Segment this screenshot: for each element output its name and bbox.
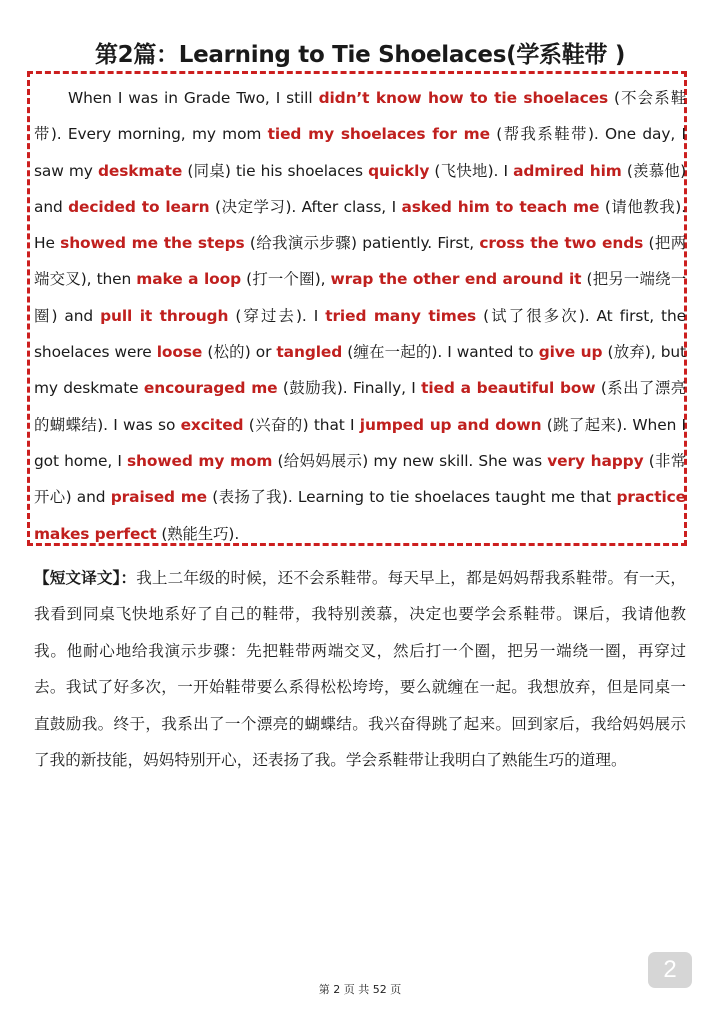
passage-text: (帮我系鞋带). One day, I saw my <box>34 125 686 180</box>
passage-text: (表扬了我). Learning to tie shoelaces taught me that <box>207 488 617 507</box>
key-phrase: tied my shoelaces for me <box>267 125 490 144</box>
key-phrase: give up <box>538 343 603 362</box>
translation-label: 【短文译文】： <box>34 569 137 587</box>
passage-text: (决定学习). After class, I <box>209 197 402 216</box>
key-phrase: jumped up and down <box>359 415 542 434</box>
key-phrase: very happy <box>547 451 644 470</box>
passage-text: (系出了漂亮的蝴蝶结). I was so <box>34 379 686 434</box>
passage-text: (兴奋的) that I <box>243 415 360 434</box>
passage-text: (不会系鞋带). Every morning, my mom <box>34 89 687 144</box>
key-phrase: decided to learn <box>68 197 210 216</box>
passage-text: (穿过去). I <box>228 306 326 325</box>
key-phrase: asked him to teach me <box>401 197 600 216</box>
key-phrase: make a loop <box>136 270 242 289</box>
page-title: 第2篇：Learning to Tie Shoelaces(学系鞋带 ) <box>94 42 626 68</box>
passage-text: (给妈妈展示) my new skill. She was <box>272 451 548 470</box>
reading-passage <box>34 80 686 552</box>
passage-text: (鼓励我). Finally, I <box>277 379 422 398</box>
key-phrase: tangled <box>276 343 343 362</box>
passage-text: When I was in Grade Two, I still <box>68 89 319 107</box>
key-phrase: tied a beautiful bow <box>421 379 596 398</box>
passage-text: (把两端交叉), then <box>34 234 687 289</box>
passage-text: (缠在一起的). I wanted to <box>342 343 539 362</box>
passage-text: (羡慕他) and <box>34 161 686 216</box>
key-phrase: wrap the other end around it <box>330 270 582 289</box>
page-footer: 第 2 页 共 52 页 <box>318 983 402 996</box>
key-phrase: quickly <box>368 161 430 180</box>
passage-text: (打一个圈), <box>241 270 331 289</box>
key-phrase: didn’t know how to tie shoelaces <box>318 89 609 107</box>
passage-text: (给我演示步骤) patiently. First, <box>244 234 480 253</box>
passage-text: (同桌) tie his shoelaces <box>182 161 369 180</box>
passage-text: (把另一端绕一圈) and <box>34 270 687 325</box>
key-phrase: tried many times <box>325 306 477 325</box>
key-phrase: praised me <box>110 488 207 507</box>
key-phrase: loose <box>156 343 203 362</box>
key-phrase: admired him <box>513 161 622 180</box>
key-phrase: excited <box>180 415 244 434</box>
passage-text: (试了很多次). At first, the shoelaces were <box>34 306 686 362</box>
passage-text: (松的) or <box>202 343 277 362</box>
passage-text: (请他教我). He <box>34 197 687 253</box>
key-phrase: encouraged me <box>143 379 278 398</box>
key-phrase: practice makes perfect <box>34 488 686 543</box>
passage-text: (跳了起来). When I got home, I <box>34 415 686 470</box>
passage-text: (飞快地). I <box>429 161 514 180</box>
translation-section <box>34 560 686 778</box>
passage-text: (放弃), but my deskmate <box>34 343 686 398</box>
key-phrase: showed my mom <box>126 451 273 470</box>
passage-text: (熟能生巧). <box>156 524 240 543</box>
translation-text: 我上二年级的时候，还不会系鞋带。每天早上，都是妈妈帮我系鞋带。有一天，我看到同桌飞快地系好了自己的鞋带，我特别羡慕，决定也要学会系鞋带。课后，我请他教我。他耐心地给我演示步骤：先把鞋带两端交叉，然后打一个圈，把另一端绕一圈，再穿过去。我试了好多次，一开始鞋带要么系得松松垮垮，要么就缠在一起。我想放弃，但是同桌一直鼓励我。终于，我系出了一个漂亮的蝴蝶结。我兴奋得跳了起来。回到家后，我给妈妈展示了我的新技能，妈妈特别开心，还表扬了我。学会系鞋带让我明白了熟能生巧的道理。 <box>34 569 686 770</box>
key-phrase: cross the two ends <box>479 234 644 253</box>
key-phrase: showed me the steps <box>60 234 245 253</box>
passage-text: (非常开心) and <box>34 451 687 507</box>
page-number-badge: 2 <box>648 952 692 988</box>
key-phrase: deskmate <box>97 161 183 180</box>
key-phrase: pull it through <box>100 306 229 325</box>
